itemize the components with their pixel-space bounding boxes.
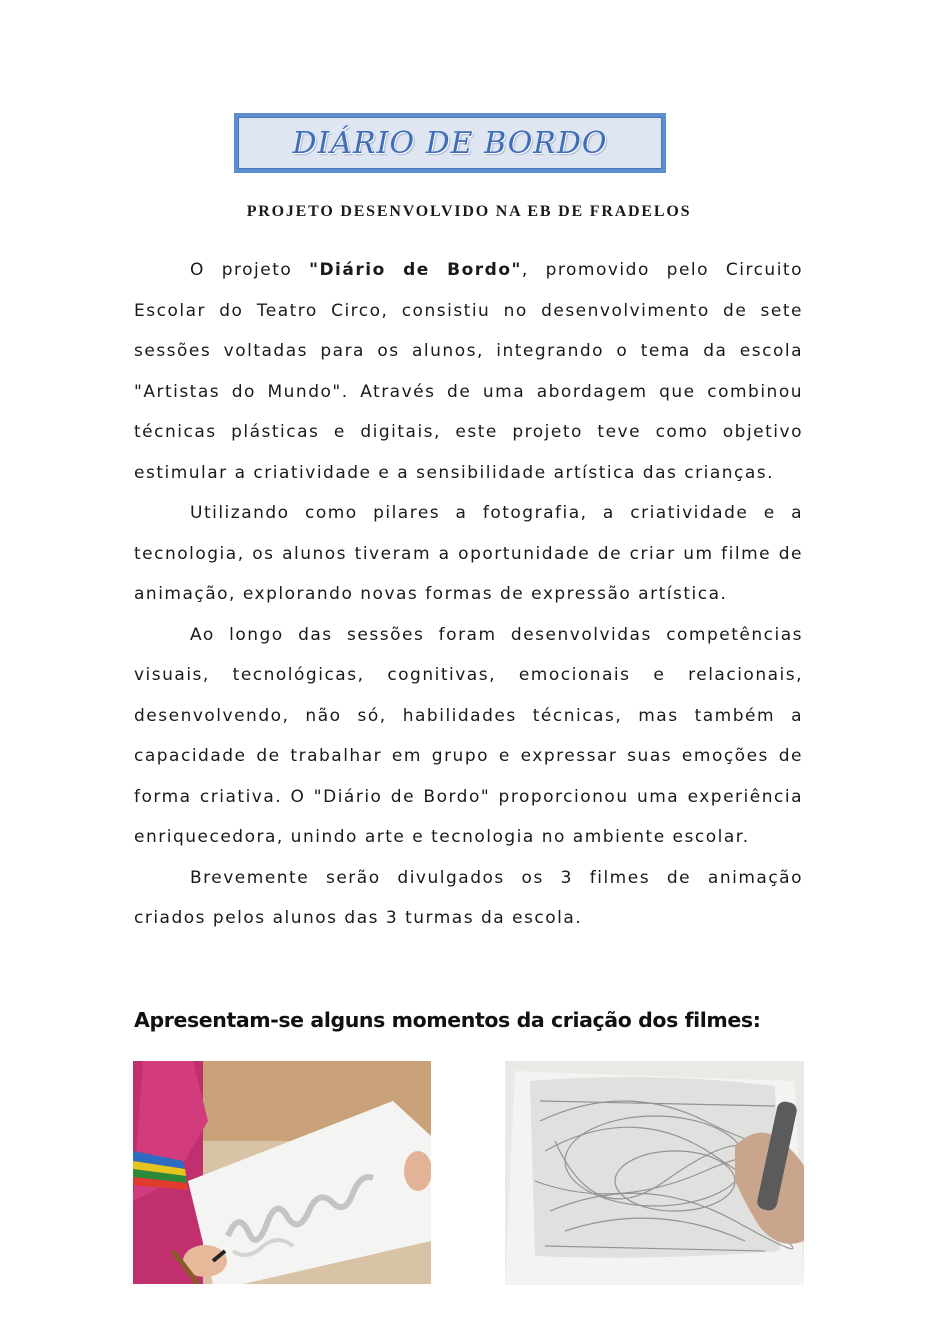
paragraph-1-rest: , promovido pelo Circuito Escolar do Teatro Circo, consistiu no desenvolvimento de sete sessões voltadas para os alunos, integrando o tema da escola "Artistas do Mundo". Através de uma abordagem que combinou técnicas plásticas e digitais, este projeto teve como objetivo estimular a criatividade e a sensibilidade artística das crianças. <box>134 260 804 483</box>
gallery-heading: Apresentam-se alguns momentos da criação dos filmes: <box>134 1008 761 1032</box>
paragraph-3: Ao longo das sessões foram desenvolvidas competências visuais, tecnológicas, cognitivas, emocionais e relacionais, desenvolvendo, não só, habilidades técnicas, mas também a capacidade de trabalhar em grupo e expressar suas emoções de forma criativa. O "Diário de Bordo" proporcionou uma experiência enriquecedora, unindo arte e tecnologia no ambiente escolar. <box>134 624 803 847</box>
document-title: DIÁRIO DE BORDO <box>292 125 608 161</box>
project-name: "Diário de Bordo" <box>309 260 522 280</box>
paragraph-2: Utilizando como pilares a fotografia, a criatividade e a tecnologia, os alunos tiveram a oportunidade de criar um filme de animação, explorando novas formas de expressão artística. <box>134 503 803 604</box>
paragraph-4: Brevemente serão divulgados os 3 filmes de animação criados pelos alunos das 3 turmas da escola. <box>134 867 803 928</box>
title-banner-inner <box>238 117 662 169</box>
paragraph-1-lead: O projeto <box>190 260 310 280</box>
document-subtitle: PROJETO DESENVOLVIDO NA EB DE FRADELOS <box>246 203 692 220</box>
photo-child-drawing <box>133 1061 431 1284</box>
body-text <box>134 250 803 939</box>
paragraph-1 <box>134 250 803 493</box>
photo-rubbing-drawing <box>505 1061 804 1285</box>
title-banner <box>234 113 666 173</box>
